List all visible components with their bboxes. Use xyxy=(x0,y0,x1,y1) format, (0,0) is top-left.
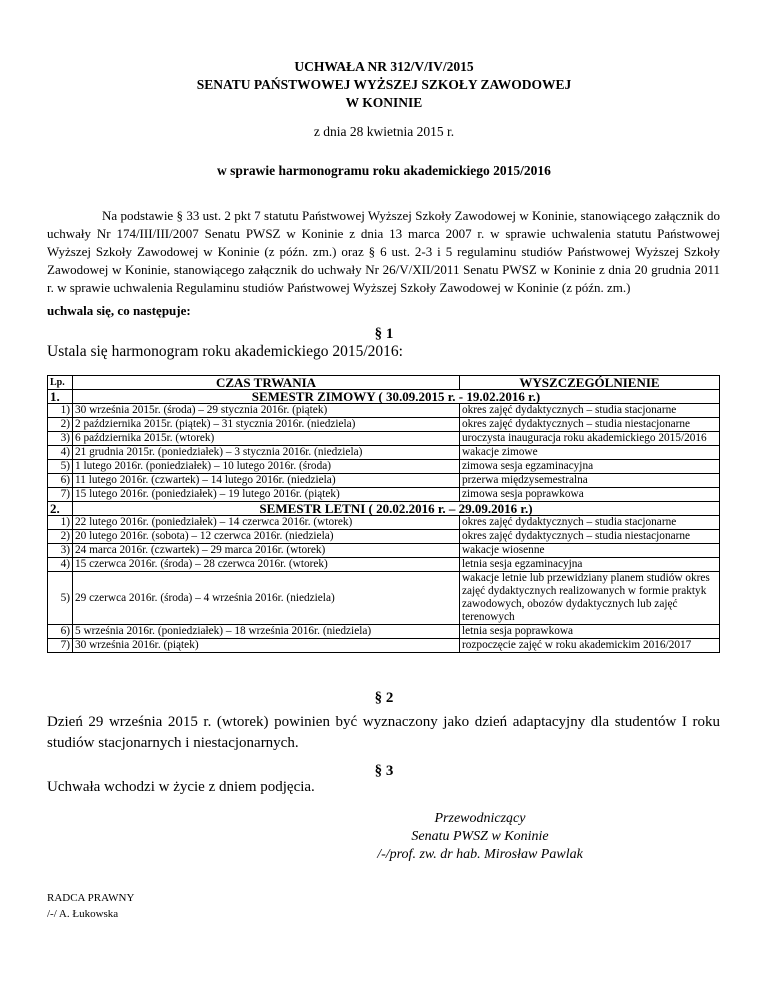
section-2-mark: § 2 xyxy=(374,690,394,706)
table-row xyxy=(48,460,720,474)
col-details-header: WYSZCZEGÓLNIENIE xyxy=(460,376,720,390)
winter-rows xyxy=(48,404,720,502)
row-number: 7) xyxy=(48,488,73,502)
table-row xyxy=(48,418,720,432)
row-number: 6) xyxy=(48,474,73,488)
table-row xyxy=(48,530,720,544)
title-line-3: W KONINIE xyxy=(345,95,423,110)
row-duration: 6 października 2015r. (wtorek) xyxy=(73,432,460,446)
row-number: 3) xyxy=(48,544,73,558)
legal-advisor xyxy=(47,890,134,922)
section-2-text: Dzień 29 września 2015 r. (wtorek) powinien być wyznaczony jako dzień adaptacyjny dla studentów I roku studiów stacjonarnych i niestacjonarnych. xyxy=(47,714,720,751)
row-details: letnia sesja egzaminacyjna xyxy=(460,558,720,572)
row-duration: 24 marca 2016r. (czwartek) – 29 marca 2016r. (wtorek) xyxy=(73,544,460,558)
row-duration: 15 czerwca 2016r. (środa) – 28 czerwca 2016r. (wtorek) xyxy=(73,558,460,572)
row-details: rozpoczęcie zajęć w roku akademickim 2016/2017 xyxy=(460,639,720,653)
row-number: 3) xyxy=(48,432,73,446)
chairman-signature xyxy=(330,810,630,864)
title-line-1: UCHWAŁA NR 312/V/IV/2015 xyxy=(294,59,474,74)
table-row xyxy=(48,572,720,625)
table-row xyxy=(48,544,720,558)
col-lp-header: Lp. xyxy=(48,376,73,390)
row-number: 4) xyxy=(48,446,73,460)
summer-semester-label: SEMESTR LETNI ( 20.02.2016 r. – 29.09.2016 r.) xyxy=(73,502,720,516)
resolution-date: z dnia 28 kwietnia 2015 r. xyxy=(313,124,455,139)
title-line-2: SENATU PAŃSTWOWEJ WYŻSZEJ SZKOŁY ZAWODOWEJ xyxy=(196,77,572,92)
row-number: 5) xyxy=(48,572,73,625)
winter-semester-label: SEMESTR ZIMOWY ( 30.09.2015 r. - 19.02.2016 r.) xyxy=(73,390,720,404)
table-row xyxy=(48,404,720,418)
row-details: okres zajęć dydaktycznych – studia niestacjonarne xyxy=(460,418,720,432)
section-3-mark: § 3 xyxy=(374,763,394,779)
resolution-subject: w sprawie harmonogramu roku akademickiego 2015/2016 xyxy=(217,163,551,178)
resolution-title xyxy=(0,58,768,112)
row-details: okres zajęć dydaktycznych – studia stacjonarne xyxy=(460,404,720,418)
table-row xyxy=(48,488,720,502)
row-duration: 30 września 2015r. (środa) – 29 stycznia 2016r. (piątek) xyxy=(73,404,460,418)
signature-body: Senatu PWSZ w Koninie xyxy=(411,829,549,844)
section-3-text: Uchwała wchodzi w życie z dniem podjęcia. xyxy=(47,779,315,795)
legal-basis: Na podstawie § 33 ust. 2 pkt 7 statutu Państwowej Wyższej Szkoły Zawodowej w Koninie, stanowiącego załącznik do uchwały Nr 174/III/III/2007 Senatu PWSZ w Koninie z dnia 13 marca 2007 r. w sprawie uchwalenia statutu Państwowej Wyższej Szkoły Zawodowej w Koninie (z późn. zm.) oraz § 6 ust. 2-3 i 5 regulaminu studiów Państwowej Wyższej Szkoły Zawodowej w Koninie, stanowiącego załącznik do uchwały Nr 26/V/XII/2011 Senatu PWSZ w Koninie z dnia 20 grudnia 2011 r. w sprawie uchwalenia Regulaminu studiów Państwowej Wyższej Szkoły Zawodowej w Koninie (z późn. zm.) xyxy=(47,208,720,295)
row-details: uroczysta inauguracja roku akademickiego 2015/2016 xyxy=(460,432,720,446)
row-duration: 2 października 2015r. (piątek) – 31 stycznia 2016r. (niedziela) xyxy=(73,418,460,432)
row-duration: 21 grudnia 2015r. (poniedziałek) – 3 stycznia 2016r. (niedziela) xyxy=(73,446,460,460)
row-number: 1) xyxy=(48,516,73,530)
row-details: okres zajęć dydaktycznych – studia stacjonarne xyxy=(460,516,720,530)
row-duration: 11 lutego 2016r. (czwartek) – 14 lutego 2016r. (niedziela) xyxy=(73,474,460,488)
row-details: wakacje zimowe xyxy=(460,446,720,460)
row-duration: 29 czerwca 2016r. (środa) – 4 września 2016r. (niedziela) xyxy=(73,572,460,625)
resolves-line: uchwala się, co następuje: xyxy=(47,303,191,318)
section-1-mark: § 1 xyxy=(374,326,394,342)
legal-name: /-/ A. Łukowska xyxy=(47,908,119,920)
table-row xyxy=(48,516,720,530)
table-row xyxy=(48,474,720,488)
legal-role: RADCA PRAWNY xyxy=(47,892,135,904)
summer-semester-num: 2. xyxy=(48,502,73,516)
row-number: 7) xyxy=(48,639,73,653)
row-number: 1) xyxy=(48,404,73,418)
summer-rows xyxy=(48,516,720,653)
table-row xyxy=(48,558,720,572)
row-duration: 1 lutego 2016r. (poniedziałek) – 10 lutego 2016r. (środa) xyxy=(73,460,460,474)
signature-name: /-/prof. zw. dr hab. Mirosław Pawlak xyxy=(377,847,583,862)
row-duration: 22 lutego 2016r. (poniedziałek) – 14 czerwca 2016r. (wtorek) xyxy=(73,516,460,530)
row-duration: 5 września 2016r. (poniedziałek) – 18 września 2016r. (niedziela) xyxy=(73,625,460,639)
row-duration: 15 lutego 2016r. (poniedziałek) – 19 lutego 2016r. (piątek) xyxy=(73,488,460,502)
row-details: wakacje letnie lub przewidziany planem studiów okres zajęć dydaktycznych realizowanych w formie praktyk zawodowych, obozów dydaktycznych lub zajęć terenowych xyxy=(460,572,720,625)
row-duration: 20 lutego 2016r. (sobota) – 12 czerwca 2016r. (niedziela) xyxy=(73,530,460,544)
table-row xyxy=(48,625,720,639)
col-duration-header: CZAS TRWANIA xyxy=(73,376,460,390)
row-details: okres zajęć dydaktycznych – studia niestacjonarne xyxy=(460,530,720,544)
section-1-lead: Ustala się harmonogram roku akademickiego 2015/2016: xyxy=(47,343,403,360)
row-number: 4) xyxy=(48,558,73,572)
table-row xyxy=(48,639,720,653)
summer-semester-row xyxy=(48,502,720,516)
winter-semester-num: 1. xyxy=(48,390,73,404)
schedule-table xyxy=(47,375,720,653)
signature-role: Przewodniczący xyxy=(434,811,526,826)
row-details: zimowa sesja poprawkowa xyxy=(460,488,720,502)
row-number: 5) xyxy=(48,460,73,474)
winter-semester-row xyxy=(48,390,720,404)
row-details: letnia sesja poprawkowa xyxy=(460,625,720,639)
table-header-row xyxy=(48,376,720,390)
row-number: 6) xyxy=(48,625,73,639)
row-number: 2) xyxy=(48,418,73,432)
table-row xyxy=(48,446,720,460)
row-details: wakacje wiosenne xyxy=(460,544,720,558)
row-duration: 30 września 2016r. (piątek) xyxy=(73,639,460,653)
table-row xyxy=(48,432,720,446)
row-details: przerwa międzysemestralna xyxy=(460,474,720,488)
row-number: 2) xyxy=(48,530,73,544)
row-details: zimowa sesja egzaminacyjna xyxy=(460,460,720,474)
